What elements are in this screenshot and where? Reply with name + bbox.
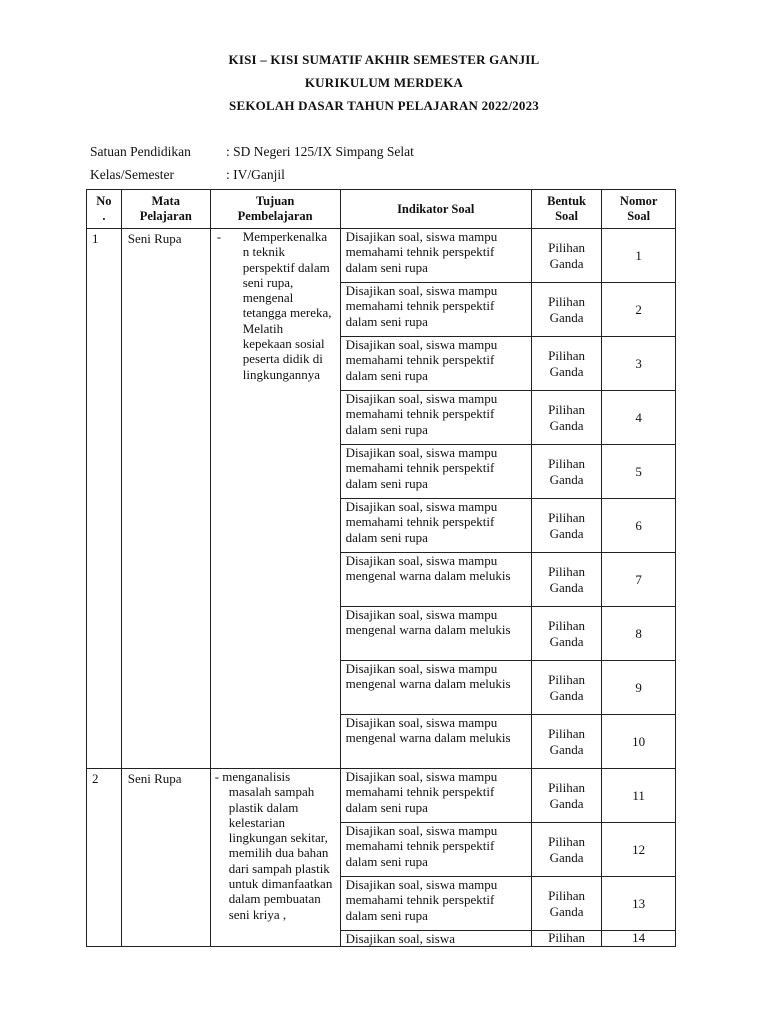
meta-satuan-value: : SD Negeri 125/IX Simpang Selat (226, 144, 414, 159)
cell-bentuk-soal: Pilihan Ganda (531, 823, 602, 877)
cell-indikator-soal: Disajikan soal, siswa mampu memahami tehnik perspektif dalam seni rupa (340, 823, 531, 877)
cell-indikator-soal: Disajikan soal, siswa mampu memahami tehnik perspektif dalam seni rupa (340, 499, 531, 553)
meta-kelas (90, 167, 285, 183)
cell-nomor-soal: 9 (602, 661, 676, 715)
cell-indikator-soal: Disajikan soal, siswa (340, 931, 531, 947)
cell-nomor-soal: 10 (602, 715, 676, 769)
cell-indikator-soal: Disajikan soal, siswa mampu memahami tehnik perspektif dalam seni rupa (340, 769, 531, 823)
cell-indikator-soal: Disajikan soal, siswa mampu memahami tehnik perspektif dalam seni rupa (340, 283, 531, 337)
cell-bentuk-soal: Pilihan Ganda (531, 553, 602, 607)
cell-indikator-soal: Disajikan soal, siswa mampu mengenal warna dalam melukis (340, 607, 531, 661)
cell-bentuk-soal: Pilihan Ganda (531, 283, 602, 337)
bullet-dash: - (216, 229, 222, 244)
cell-bentuk-soal: Pilihan Ganda (531, 715, 602, 769)
cell-indikator-soal: Disajikan soal, siswa mampu memahami tehnik perspektif dalam seni rupa (340, 445, 531, 499)
cell-bentuk-soal: Pilihan Ganda (531, 607, 602, 661)
cell-indikator-soal: Disajikan soal, siswa mampu memahami tehnik perspektif dalam seni rupa (340, 391, 531, 445)
cell-bentuk-soal: Pilihan (531, 931, 602, 947)
tujuan-text: Memperkenalka n teknik perspektif dalam seni rupa, mengenal tetangga mereka, Melatih kepekaan sosial peserta didik di lingkungannya (242, 229, 332, 382)
cell-nomor-soal: 3 (602, 337, 676, 391)
cell-bentuk-soal: Pilihan Ganda (531, 499, 602, 553)
cell-indikator-soal: Disajikan soal, siswa mampu memahami tehnik perspektif dalam seni rupa (340, 337, 531, 391)
cell-indikator-soal: Disajikan soal, siswa mampu mengenal warna dalam melukis (340, 715, 531, 769)
document-subtitle-year: SEKOLAH DASAR TAHUN PELAJARAN 2022/2023 (229, 98, 539, 113)
cell-bentuk-soal: Pilihan Ganda (531, 337, 602, 391)
cell-nomor-soal: 6 (602, 499, 676, 553)
cell-indikator-soal: Disajikan soal, siswa mampu memahami tehnik perspektif dalam seni rupa (340, 877, 531, 931)
kisi-table (86, 189, 676, 947)
cell-nomor-soal: 11 (602, 769, 676, 823)
header-tujuan-pembelajaran: Tujuan Pembelajaran (210, 190, 340, 229)
header-indikator-soal: Indikator Soal (340, 190, 531, 229)
meta-satuan-label: Satuan Pendidikan (90, 144, 191, 159)
cell-no: 1 (87, 229, 122, 769)
header-bentuk-soal: Bentuk Soal (531, 190, 602, 229)
header-nomor-soal: Nomor Soal (602, 190, 676, 229)
cell-bentuk-soal: Pilihan Ganda (531, 661, 602, 715)
cell-bentuk-soal: Pilihan Ganda (531, 229, 602, 283)
cell-bentuk-soal: Pilihan Ganda (531, 391, 602, 445)
cell-nomor-soal: 7 (602, 553, 676, 607)
cell-nomor-soal: 1 (602, 229, 676, 283)
cell-nomor-soal: 14 (602, 931, 676, 947)
cell-nomor-soal: 13 (602, 877, 676, 931)
header-no: No . (87, 190, 122, 229)
cell-nomor-soal: 4 (602, 391, 676, 445)
table-row (87, 769, 676, 823)
cell-mata-pelajaran: Seni Rupa (121, 229, 210, 769)
cell-nomor-soal: 12 (602, 823, 676, 877)
tujuan-text: - menganalisis masalah sampah plastik dalam kelestarian lingkungan sekitar, memilih dua bahan dari sampah plastik untuk dimanfaatkan dalam pembuatan seni kriya , (214, 769, 333, 922)
cell-bentuk-soal: Pilihan Ganda (531, 877, 602, 931)
cell-nomor-soal: 5 (602, 445, 676, 499)
cell-nomor-soal: 2 (602, 283, 676, 337)
table-row (87, 229, 676, 283)
cell-tujuan-pembelajaran (210, 769, 340, 947)
cell-nomor-soal: 8 (602, 607, 676, 661)
header-mata-pelajaran: Mata Pelajaran (121, 190, 210, 229)
meta-satuan (90, 144, 414, 160)
document-subtitle: KURIKULUM MERDEKA (304, 75, 464, 90)
table-header-row (87, 190, 676, 229)
cell-indikator-soal: Disajikan soal, siswa mampu mengenal warna dalam melukis (340, 553, 531, 607)
document-title: KISI – KISI SUMATIF AKHIR SEMESTER GANJIL (228, 52, 540, 67)
cell-indikator-soal: Disajikan soal, siswa mampu mengenal warna dalam melukis (340, 661, 531, 715)
cell-bentuk-soal: Pilihan Ganda (531, 445, 602, 499)
cell-mata-pelajaran: Seni Rupa (121, 769, 210, 947)
meta-kelas-value: : IV/Ganjil (226, 167, 285, 182)
document-title-block (0, 48, 768, 117)
cell-indikator-soal: Disajikan soal, siswa mampu memahami tehnik perspektif dalam seni rupa (340, 229, 531, 283)
cell-bentuk-soal: Pilihan Ganda (531, 769, 602, 823)
cell-tujuan-pembelajaran (210, 229, 340, 769)
meta-kelas-label: Kelas/Semester (90, 167, 174, 182)
cell-no: 2 (87, 769, 122, 947)
